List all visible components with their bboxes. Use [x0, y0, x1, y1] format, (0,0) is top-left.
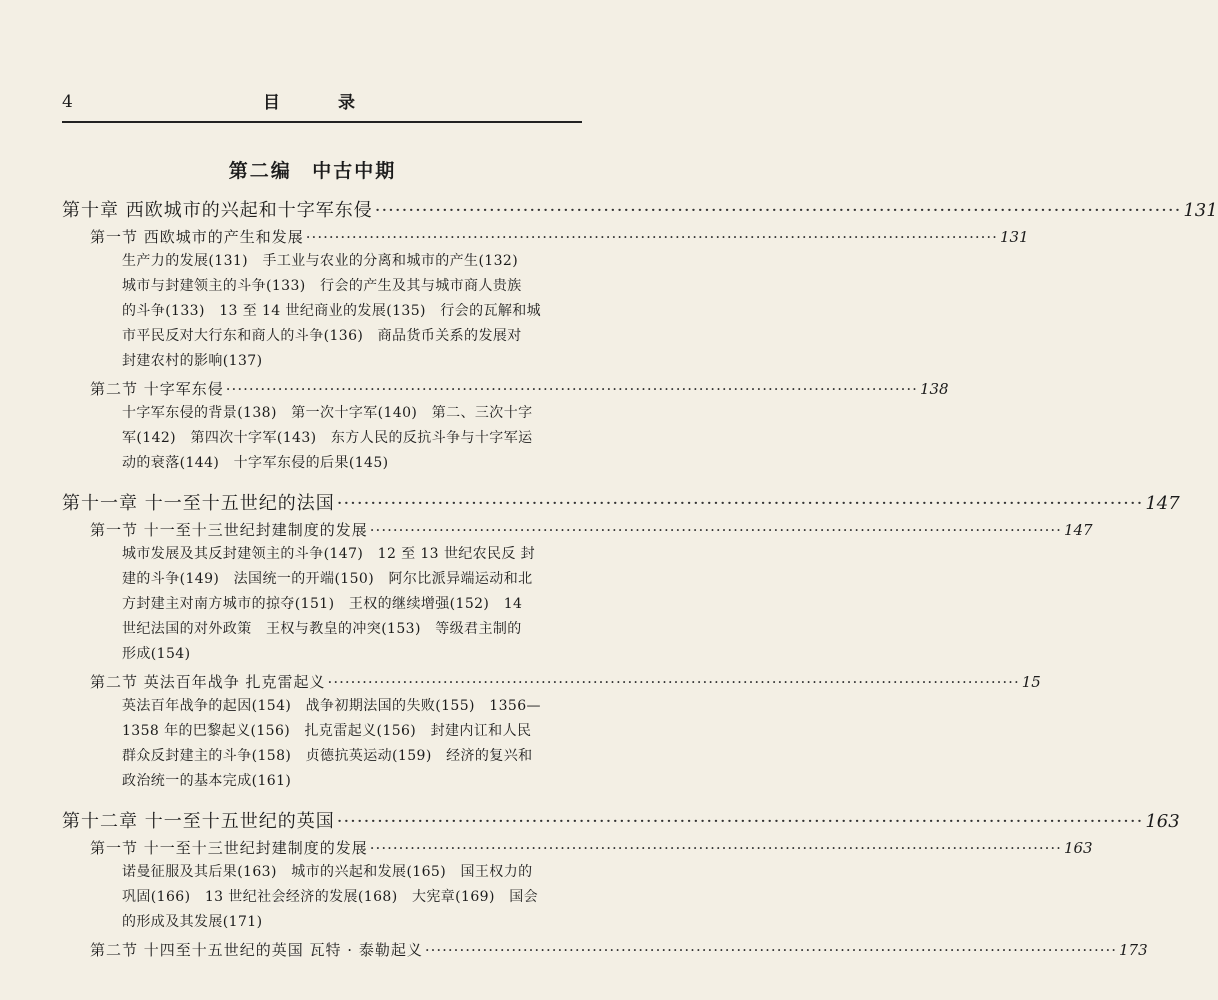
topic-line: 的形成及其发展(171) — [122, 914, 263, 930]
topic-line: 诺曼征服及其后果(163) 城市的兴起和发展(165) 国王权力的 — [122, 864, 533, 880]
section-entry-page: 163 — [1063, 839, 1093, 857]
section-entry-page: 15 — [1021, 673, 1041, 691]
chapter-entry — [62, 489, 1180, 515]
section-entry-title: 第二节 英法百年战争 扎克雷起义 — [90, 673, 326, 691]
leader-dots: ························································································································ — [369, 521, 1062, 539]
leader-dots: ························································································································ — [374, 200, 1182, 221]
section-entry — [90, 378, 949, 399]
topic-line: 1358 年的巴黎起义(156) 扎克雷起义(156) 封建内讧和人民 — [122, 723, 532, 739]
leader-dots: ························································································································ — [225, 380, 918, 398]
topic-line: 形成(154) — [122, 646, 191, 662]
section-entry-page: 138 — [919, 380, 949, 398]
topic-line: 英法百年战争的起因(154) 战争初期法国的失败(155) 1356— — [122, 698, 541, 714]
section-entry — [90, 837, 1093, 858]
running-header — [62, 88, 582, 116]
section-entry-page: 173 — [1119, 941, 1148, 959]
chapter-entry — [62, 196, 1218, 222]
section-topics — [122, 860, 584, 935]
leader-dots: ························································································································ — [369, 839, 1062, 857]
leader-dots: ························································································································ — [305, 228, 998, 246]
section-entry — [90, 519, 1093, 540]
topic-line: 生产力的发展(131) 手工业与农业的分离和城市的产生(132) — [122, 253, 519, 269]
topic-line: 的斗争(133) 13 至 14 世纪商业的发展(135) 行会的瓦解和城 — [122, 303, 542, 319]
part-title: 第二编 中古中期 — [228, 160, 397, 182]
running-title: 目 录 — [263, 93, 381, 113]
topic-line: 建的斗争(149) 法国统一的开端(150) 阿尔比派异端运动和北 — [122, 571, 533, 587]
section-entry — [90, 226, 1029, 247]
leader-dots: ························································································································ — [336, 811, 1144, 832]
topic-line: 动的衰落(144) 十字军东侵的后果(145) — [122, 455, 389, 471]
topic-line: 政治统一的基本完成(161) — [122, 773, 292, 789]
section-entry-page: 147 — [1063, 521, 1093, 539]
chapter-entry-page: 163 — [1145, 811, 1180, 832]
section-entry-title: 第一节 西欧城市的产生和发展 — [90, 228, 304, 246]
section-entry-title: 第二节 十四至十五世纪的英国 瓦特 · 泰勒起义 — [90, 941, 423, 959]
section-topics — [122, 542, 584, 667]
section-entry-page: 131 — [999, 228, 1029, 246]
section-entry-title: 第一节 十一至十三世纪封建制度的发展 — [90, 521, 368, 539]
section-topics — [122, 401, 584, 476]
chapter-entry-page: 131 — [1183, 200, 1218, 221]
section-entry — [90, 939, 1148, 960]
topic-line: 方封建主对南方城市的掠夺(151) 王权的继续增强(152) 14 — [122, 596, 523, 612]
chapter-entry-title: 第十一章 十一至十五世纪的法国 — [62, 493, 335, 514]
leader-dots: ························································································································ — [424, 941, 1118, 959]
leader-dots: ························································································································ — [336, 493, 1144, 514]
topic-line: 市平民反对大行东和商人的斗争(136) 商品货币关系的发展对 — [122, 328, 522, 344]
chapter-entry-title: 第十二章 十一至十五世纪的英国 — [62, 811, 335, 832]
topic-line: 封建农村的影响(137) — [122, 353, 263, 369]
chapter-entry-title: 第十章 西欧城市的兴起和十字军东侵 — [62, 200, 373, 221]
chapter-entry — [62, 807, 1180, 833]
topic-line: 城市发展及其反封建领主的斗争(147) 12 至 13 世纪农民反 封 — [122, 546, 536, 562]
topic-line: 世纪法国的对外政策 王权与教皇的冲突(153) 等级君主制的 — [122, 621, 522, 637]
topic-line: 巩固(166) 13 世纪社会经济的发展(168) 大宪章(169) 国会 — [122, 889, 538, 905]
section-entry-title: 第一节 十一至十三世纪封建制度的发展 — [90, 839, 368, 857]
section-entry — [90, 671, 1041, 692]
header-rule — [62, 121, 582, 123]
topic-line: 军(142) 第四次十字军(143) 东方人民的反抗斗争与十字军运 — [122, 430, 533, 446]
leader-dots: ························································································································ — [327, 673, 1020, 691]
topic-line: 城市与封建领主的斗争(133) 行会的产生及其与城市商人贵族 — [122, 278, 522, 294]
topic-line: 群众反封建主的斗争(158) 贞德抗英运动(159) 经济的复兴和 — [122, 748, 533, 764]
topic-line: 十字军东侵的背景(138) 第一次十字军(140) 第二、三次十字 — [122, 405, 533, 421]
table-of-contents — [62, 196, 1218, 962]
section-entry-title: 第二节 十字军东侵 — [90, 380, 224, 398]
section-topics — [122, 249, 584, 374]
section-topics — [122, 694, 584, 794]
chapter-entry-page: 147 — [1145, 493, 1180, 514]
page-number: 4 — [62, 92, 73, 112]
